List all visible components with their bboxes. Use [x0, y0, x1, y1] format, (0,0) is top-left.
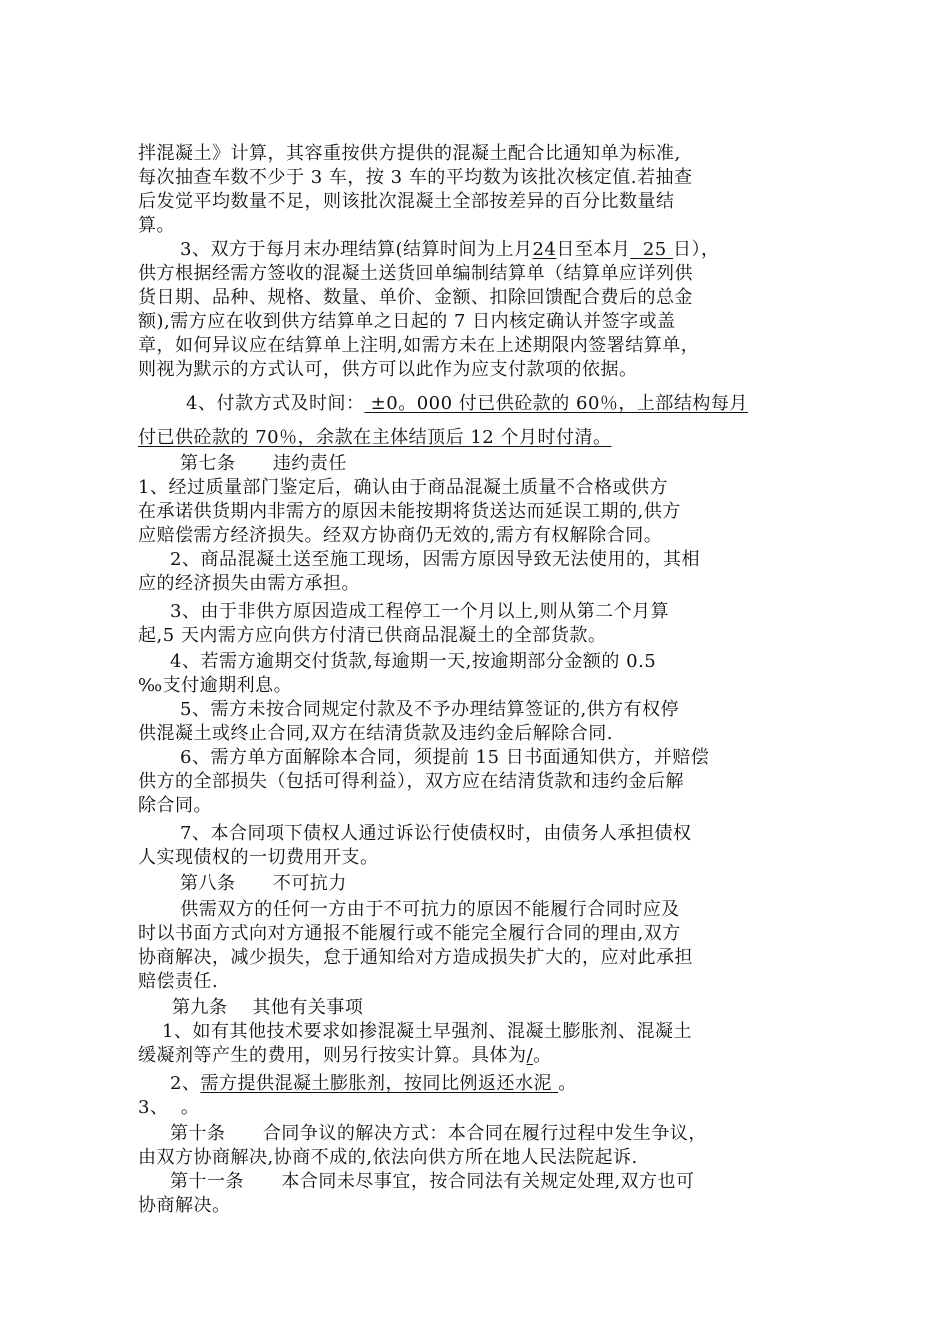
- text-line: 由双方协商解决,协商不成的,依法向供方所在地人民法院起诉.: [138, 1147, 638, 1168]
- text-line: 拌混凝土》计算，其容重按供方提供的混凝土配合比通知单为标准,: [138, 143, 681, 164]
- text-line: 额),需方应在收到供方结算单之日起的 7 日内核定确认并签字或盖: [138, 311, 676, 332]
- text-line: 协商解决。: [138, 1195, 231, 1216]
- text-line: 应的经济损失由需方承担。: [138, 573, 360, 594]
- text-line: [138, 1044, 552, 1068]
- text-line: 2、商品混凝土送至施工现场，因需方原因导致无法使用的，其相: [170, 549, 700, 570]
- text-line: 应赔偿需方经济损失。经双方协商仍无效的,需方有权解除合同。: [138, 525, 663, 546]
- payment-line: [186, 392, 748, 416]
- payment-terms: 付已供砼款的 70％，余款在主体结顶后 12 个月时付清。: [138, 427, 612, 448]
- text-line: 赔偿责任.: [138, 971, 219, 992]
- text-line: 算。: [138, 215, 175, 236]
- section-heading: 第九条 其他有关事项: [172, 997, 364, 1018]
- text-line: [170, 1072, 577, 1096]
- text-fragment: 缓凝剂等产生的费用，则另行按实计算。具体为: [138, 1045, 527, 1066]
- section-heading: 第十条 合同争议的解决方式：本合同在履行过程中发生争议，: [170, 1123, 707, 1144]
- text-line: 供方的全部损失（包括可得利益），双方应在结清货款和违约金后解: [138, 771, 684, 792]
- text-line: 4、若需方逾期交付货款,每逾期一天,按逾期部分金额的 0.5: [170, 651, 657, 672]
- payment-label: 4、付款方式及时间：: [186, 393, 365, 414]
- filled-blank: /: [526, 1045, 534, 1066]
- text-line: 3、 。: [138, 1097, 200, 1118]
- text-fragment: 日至本月: [556, 239, 631, 260]
- text-line: 6、需方单方面解除本合同，须提前 15 日书面通知供方，并赔偿: [180, 747, 710, 768]
- text-line: 每次抽查车数不少于 3 车，按 3 车的平均数为该批次核定值.若抽查: [138, 167, 693, 188]
- text-line: 1、经过质量部门鉴定后，确认由于商品混凝土质量不合格或供方: [138, 477, 668, 498]
- text-fragment: 3、双方于每月末办理结算(结算时间为上月: [180, 239, 533, 260]
- settlement-line: [180, 238, 719, 262]
- text-line: 供方根据经需方签收的混凝土送货回单编制结算单（结算单应详列供: [138, 263, 693, 284]
- text-line: 则视为默示的方式认可，供方可以此作为应支付款项的依据。: [138, 359, 638, 380]
- settlement-end-day: 25: [630, 239, 673, 260]
- text-line: 7、本合同项下债权人通过诉讼行使债权时，由债务人承担债权: [180, 823, 692, 844]
- text-line: 1、如有其他技术要求如掺混凝土早强剂、混凝土膨胀剂、混凝土: [162, 1021, 692, 1042]
- text-line: 后发觉平均数量不足，则该批次混凝土全部按差异的百分比数量结: [138, 191, 675, 212]
- text-line: 5、需方未按合同规定付款及不予办理结算签证的,供方有权停: [180, 699, 680, 720]
- text-fragment: 日），: [672, 239, 720, 260]
- text-line: 供混凝土或终止合同,双方在结清货款及违约金后解除合同.: [138, 723, 613, 744]
- text-line: 3、由于非供方原因造成工程停工一个月以上,则从第二个月算: [170, 601, 670, 622]
- filled-blank: 需方提供混凝土膨胀剂，按同比例返还水泥: [200, 1073, 559, 1094]
- settlement-start-day: 24: [532, 239, 557, 260]
- text-fragment: 2、: [170, 1073, 201, 1094]
- text-line: ‰支付逾期利息。: [138, 675, 293, 696]
- section-heading: 第十一条 本合同未尽事宜，按合同法有关规定处理,双方也可: [170, 1171, 695, 1192]
- text-line: 供需双方的任何一方由于不可抗力的原因不能履行合同时应及: [174, 899, 680, 920]
- text-fragment: 。: [558, 1073, 577, 1094]
- text-line: 除合同。: [138, 795, 212, 816]
- text-line: 起,5 天内需方应向供方付清已供商品混凝土的全部货款。: [138, 625, 607, 646]
- text-line: 货日期、品种、规格、数量、单价、金额、扣除回馈配合费后的总金: [138, 287, 693, 308]
- text-line: 协商解决，减少损失，怠于通知给对方造成损失扩大的，应对此承担: [138, 947, 693, 968]
- text-line: 时以书面方式向对方通报不能履行或不能完全履行合同的理由,双方: [138, 923, 681, 944]
- payment-terms: ±0。000 付已供砼款的 60％，上部结构每月: [364, 393, 748, 414]
- text-line: 人实现债权的一切费用开支。: [138, 847, 379, 868]
- section-heading: 第七条 违约责任: [180, 453, 347, 474]
- text-line: 章，如何异议应在结算单上注明,如需方未在上述期限内签署结算单，: [138, 335, 700, 356]
- section-heading: 第八条 不可抗力: [180, 873, 347, 894]
- text-line: 在承诺供货期内非需方的原因未能按期将货送达而延误工期的,供方: [138, 501, 681, 522]
- text-fragment: 。: [533, 1045, 552, 1066]
